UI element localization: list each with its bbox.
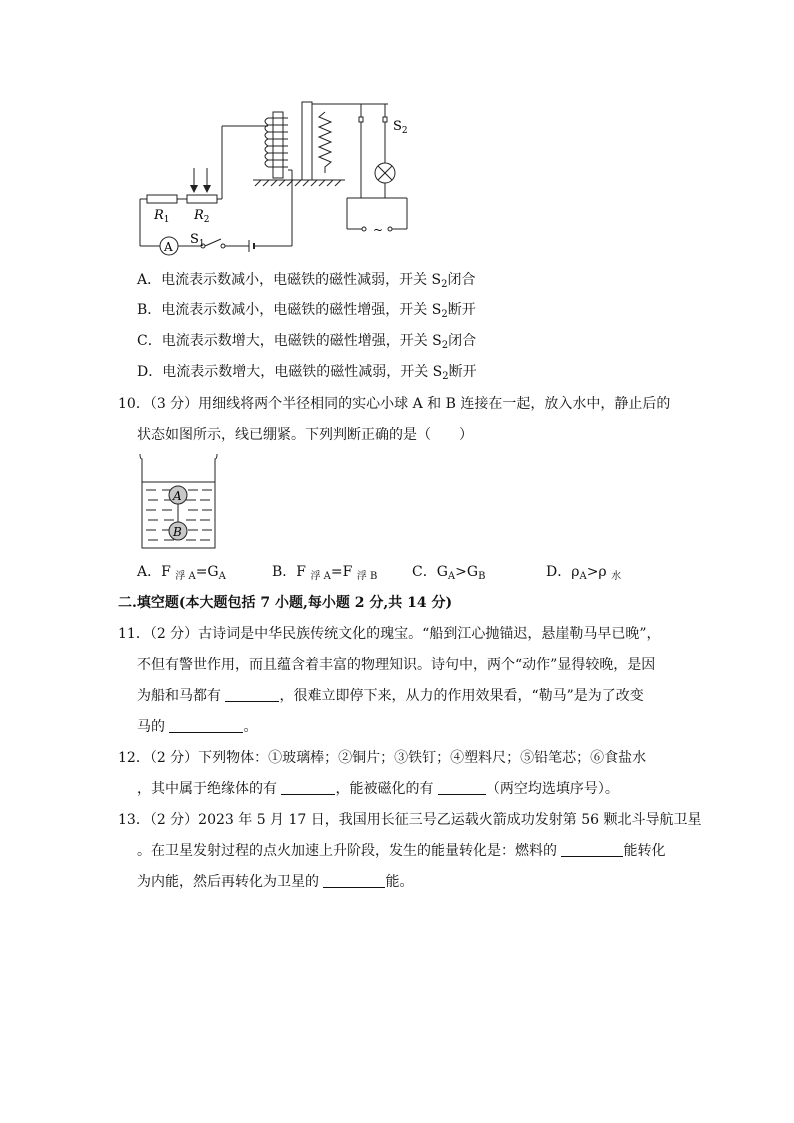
ball-a-label: A (173, 489, 182, 503)
q11-line2: 不但有警世作用，而且蕴含着丰富的物理知识。诗句中，两个“动作”显得较晚，是因 (137, 657, 656, 673)
q13-blank-2[interactable] (323, 873, 385, 888)
s2-label: $S_2$ (393, 119, 408, 136)
q11-line4: 马的 。 (137, 719, 258, 735)
q12-line1: 12．（2 分）下列物体：①玻璃棒；②铜片；③铁钉；④塑料尺；⑤铅笔芯；⑥食盐水 (118, 750, 647, 766)
q10-option-c: C．$G_A>G_B$ (412, 564, 486, 582)
r1-label: $R_1$ (154, 208, 170, 225)
q10-option-b: B．F $_{浮 A}$=F $_{浮 B}$ (272, 564, 378, 582)
ammeter-label: A (164, 240, 173, 254)
q12-blank-2[interactable] (438, 780, 486, 795)
q12-blank-1[interactable] (281, 780, 335, 795)
q9-option-a: A．电流表示数减小，电磁铁的磁性减弱，开关 $S_2$闭合 (137, 272, 476, 290)
q10-option-d: D．$\rho_A>\rho$ $_水$ (546, 564, 622, 582)
ac-source-label: ~ (373, 223, 384, 237)
q9-option-b: B．电流表示数减小，电磁铁的磁性增强，开关 $S_2$断开 (137, 302, 476, 320)
q11-line1: 11．（2 分）古诗词是中华民族传统文化的瑰宝。“船到江心抛锚迟，悬崖勒马早已晚”， (118, 626, 661, 642)
s1-label: $S_1$ (190, 232, 205, 249)
q9-option-c: C．电流表示数增大，电磁铁的磁性增强，开关 $S_2$闭合 (137, 333, 477, 351)
q13-line1: 13．（2 分）2023 年 5 月 17 日，我国用长征三号乙运载火箭成功发射第 56 颗北斗导航卫星 (118, 812, 702, 828)
q10-option-a: A．F $_{浮 A}=G_A$ (137, 564, 226, 582)
q11-blank-2[interactable] (169, 718, 243, 733)
section2-heading: 二.填空题(本大题包括 7 小题,每小题 2 分,共 14 分) (118, 595, 453, 611)
r2-label: $R_2$ (194, 208, 210, 225)
q10-stem-line1: 10．（3 分）用细线将两个半径相同的实心小球 A 和 B 连接在一起，放入水中，静止后的 (118, 396, 671, 412)
ball-b-label: B (173, 525, 182, 539)
q9-option-d: D．电流表示数增大，电磁铁的磁性减弱，开关 $S_2$断开 (137, 364, 477, 382)
q13-line3: 为内能，然后再转化为卫星的 能。 (137, 874, 414, 890)
q13-blank-1[interactable] (561, 842, 623, 857)
beaker-two-balls-figure (136, 452, 220, 552)
electromagnetic-relay-circuit-figure (135, 98, 420, 260)
q11-blank-1[interactable] (225, 687, 279, 702)
q10-stem-line2: 状态如图所示，线已绷紧。下列判断正确的是（ ） (137, 427, 473, 443)
q13-line2: 。在卫星发射过程的点火加速上升阶段，发生的能量转化是：燃料的 能转化 (137, 843, 666, 859)
q12-line2: ，其中属于绝缘体的有 ，能被磁化的有 （两空均选填序号）。 (137, 781, 619, 797)
q11-line3: 为船和马都有 ，很难立即停下来，从力的作用效果看，“勒马”是为了改变 (137, 688, 644, 704)
